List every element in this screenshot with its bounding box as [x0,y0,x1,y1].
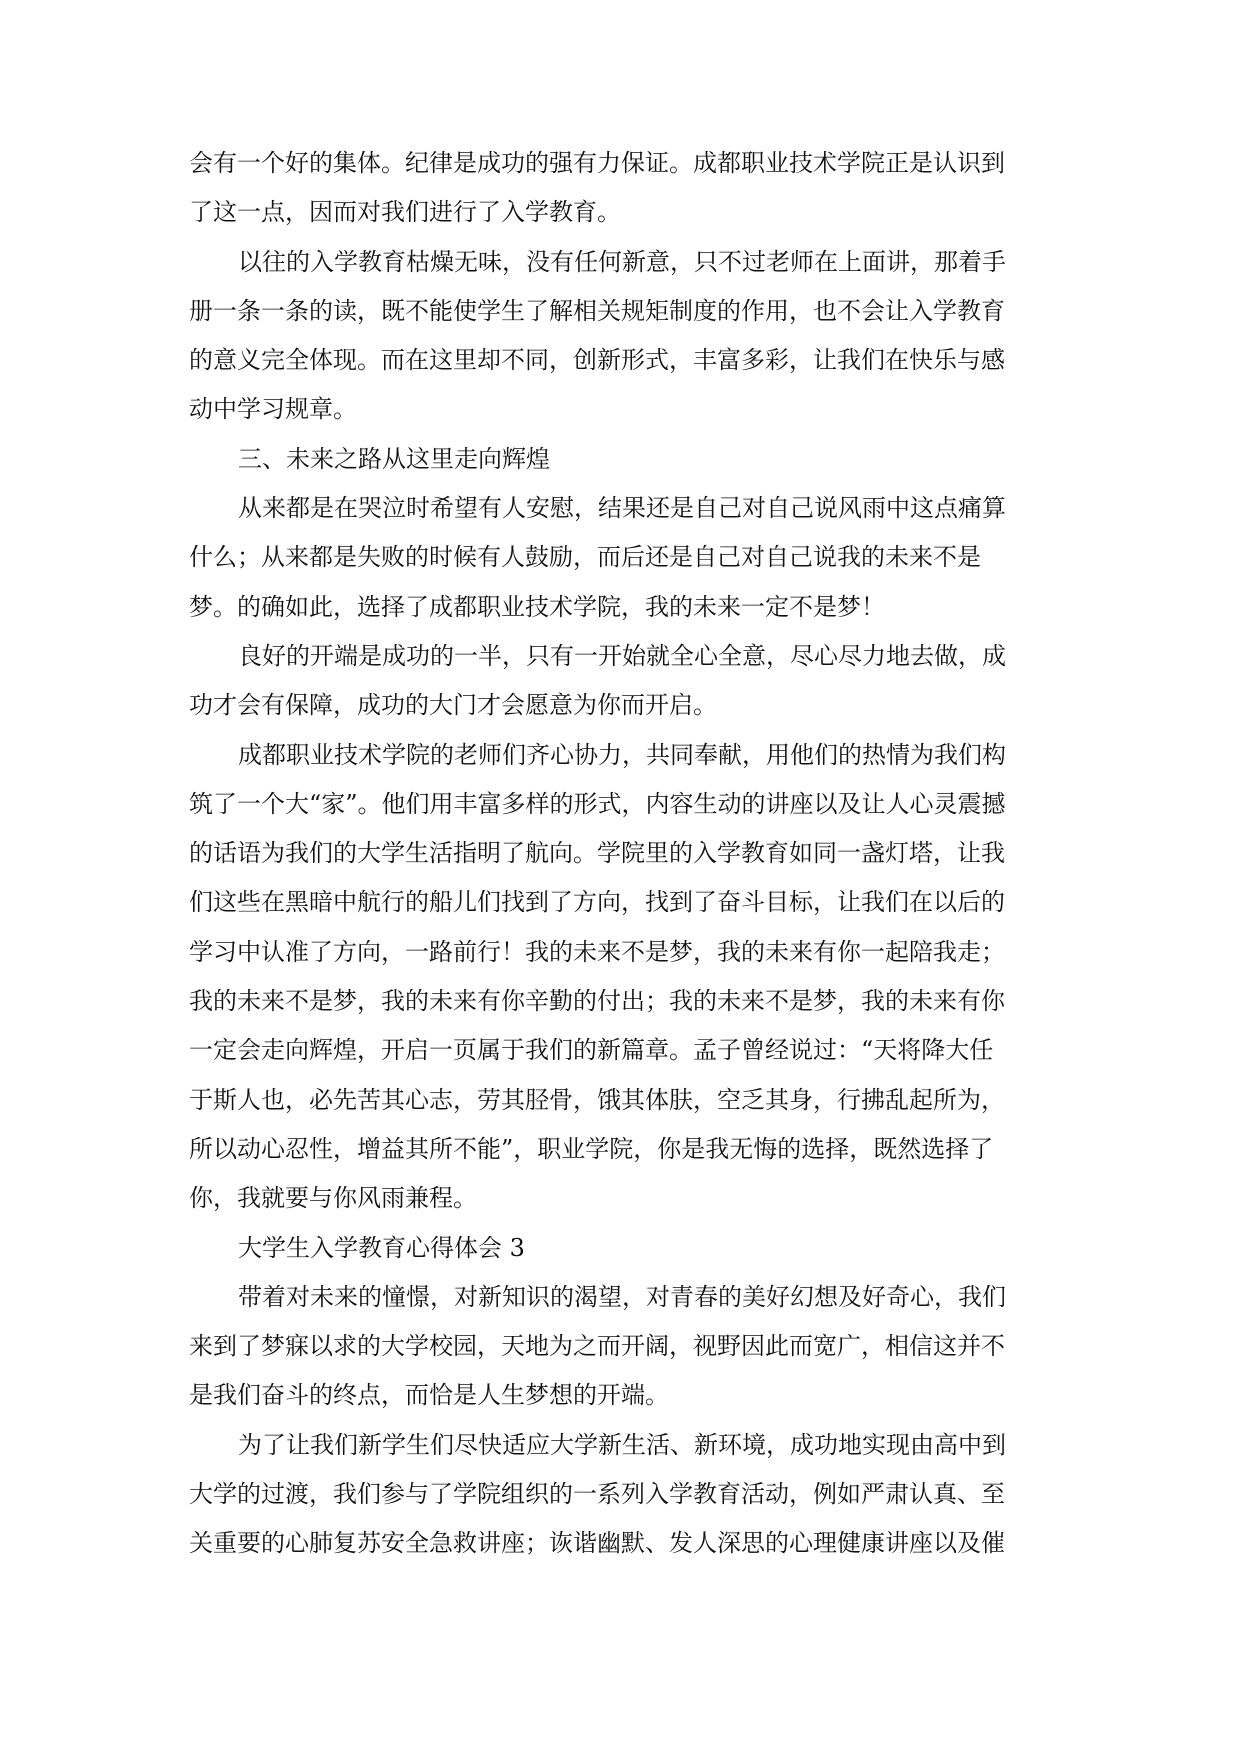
text-line: 大学的过渡，我们参与了学院组织的一系列入学教育活动，例如严肃认真、至 [189,1480,1005,1509]
text-line: 册一条一条的读，既不能使学生了解相关规矩制度的作用，也不会让入学教育 [189,296,1005,325]
text-line: 于斯人也，必先苦其心志，劳其胫骨，饿其体肤，空乏其身，行拂乱起所为， [189,1085,1005,1114]
text-line: 的话语为我们的大学生活指明了航向。学院里的入学教育如同一盏灯塔，让我 [189,839,1005,868]
text-line: 我的未来不是梦，我的未来有你辛勤的付出；我的未来不是梦，我的未来有你 [189,987,1005,1016]
text-line: 从来都是在哭泣时希望有人安慰，结果还是自己对自己说风雨中这点痛算 [238,494,1006,523]
text-line: 是我们奋斗的终点，而恰是人生梦想的开端。 [189,1381,669,1410]
text-line: 来到了梦寐以求的大学校园，天地为之而开阔，视野因此而宽广，相信这并不 [189,1332,1005,1361]
text-line: 的意义完全体现。而在这里却不同，创新形式，丰富多彩，让我们在快乐与感 [189,346,1005,375]
text-line: 带着对未来的憧憬，对新知识的渴望，对青春的美好幻想及好奇心，我们 [238,1282,1006,1311]
text-line: 你，我就要与你风雨兼程。 [189,1184,477,1213]
text-line: 了这一点，因而对我们进行了入学教育。 [189,198,621,227]
text-line: 梦。的确如此，选择了成都职业技术学院，我的未来一定不是梦！ [189,592,885,621]
text-line: 动中学习规章。 [189,395,357,424]
text-line: 们这些在黑暗中航行的船儿们找到了方向，找到了奋斗目标，让我们在以后的 [189,888,1005,917]
text-line: 学习中认准了方向，一路前行！我的未来不是梦，我的未来有你一起陪我走； [189,937,1005,966]
text-line: 以往的入学教育枯燥无味，没有任何新意，只不过老师在上面讲，那着手 [238,247,1006,276]
text-line: 筑了一个大“家”。他们用丰富多样的形式，内容生动的讲座以及让人心灵震撼 [189,789,1006,818]
text-line: 关重要的心肺复苏安全急救讲座；诙谐幽默、发人深思的心理健康讲座以及催 [189,1529,1005,1558]
text-line: 什么；从来都是失败的时候有人鼓励，而后还是自己对自己说我的未来不是 [189,543,981,572]
text-line: 功才会有保障，成功的大门才会愿意为你而开启。 [189,691,717,720]
text-line: 良好的开端是成功的一半，只有一开始就全心全意，尽心尽力地去做，成 [238,641,1006,670]
document-body [189,139,1052,1569]
text-line: 大学生入学教育心得体会 3 [238,1233,525,1262]
text-line: 为了让我们新学生们尽快适应大学新生活、新环境，成功地实现由高中到 [238,1430,1006,1459]
text-line: 所以动心忍性，增益其所不能”，职业学院，你是我无悔的选择，既然选择了 [189,1134,994,1163]
text-line: 会有一个好的集体。纪律是成功的强有力保证。成都职业技术学院正是认识到 [189,149,1005,177]
text-line: 三、未来之路从这里走向辉煌 [238,444,550,473]
text-line: 一定会走向辉煌，开启一页属于我们的新篇章。孟子曾经说过：“天将降大任 [189,1036,994,1065]
text-line: 成都职业技术学院的老师们齐心协力，共同奉献，用他们的热情为我们构 [238,740,1006,769]
